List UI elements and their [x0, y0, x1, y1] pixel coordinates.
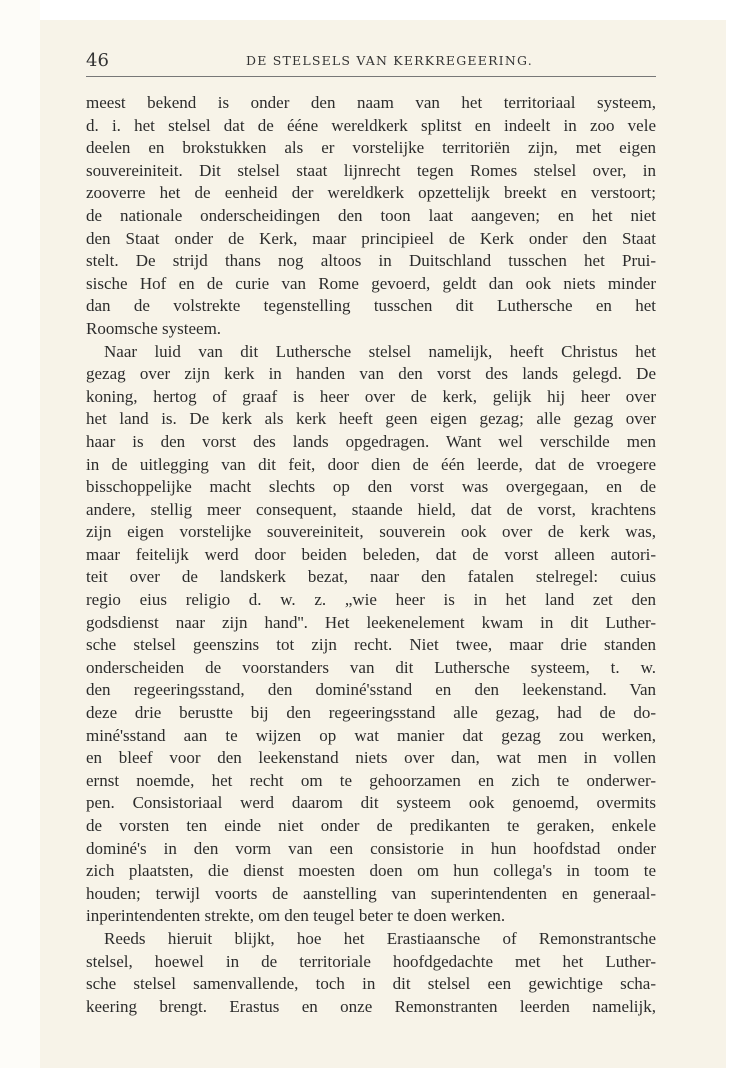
running-title: DE STELSELS VAN KERKREGEERING. [246, 53, 533, 68]
page-number: 46 [86, 50, 109, 71]
text-line: houden; terwijl voorts de aanstelling van superintendenten en generaal- [86, 883, 656, 903]
text-line: sische Hof en de curie van Rome gevoerd, geldt dan ook niets minder [86, 273, 656, 293]
text-line: dominé's in den vorm van een consistorie in hun hoofdstad onder [86, 838, 656, 858]
text-line: d. i. het stelsel dat de ééne wereldkerk splitst en indeelt in zoo vele [86, 115, 656, 135]
text-line: meest bekend is onder den naam van het territoriaal systeem, [86, 93, 656, 112]
text-line: sche stelsel samenvallende, toch in dit stelsel een gewichtige scha- [86, 974, 656, 994]
text-line: deze drie berustte bij den regeeringsstand alle gezag, had de do- [86, 703, 656, 723]
text-line: stelt. De strijd thans nog altoos in Duitschland tusschen het Prui- [86, 251, 656, 271]
text-line: zich plaatsten, die dienst moesten doen om hun collega's in toom te [86, 861, 656, 881]
text-line: Naar luid van dit Luthersche stelsel namelijk, heeft Christus het [104, 341, 656, 361]
text-line: sche stelsel geenszins tot zijn recht. Niet twee, maar drie standen [86, 635, 656, 655]
text-line: Reeds hieruit blijkt, hoe het Erastiaansche of Remonstrantsche [104, 928, 656, 948]
text-line: in de uitlegging van dit feit, door dien de één leerde, dat de vroegere [86, 454, 656, 474]
text-line: en bleef voor den leekenstand niets over dan, wat men in vollen [86, 748, 656, 768]
text-line: regio eius religio d. w. z. „wie heer is in het land zet den [86, 590, 656, 610]
text-line: stelsel, hoewel in de territoriale hoofdgedachte met het Luther- [86, 951, 656, 971]
text-line: ernst noemde, het recht om te gehoorzamen en zich te onderwer- [86, 770, 656, 790]
text-line: de nationale onderscheidingen den toon laat aangeven; en het niet [86, 205, 656, 225]
text-line: koning, hertog of graaf is heer over de kerk, gelijk hij heer over [86, 386, 656, 406]
text-line: de vorsten ten einde niet onder de predikanten te geraken, enkele [86, 816, 656, 835]
text-line: maar feitelijk werd door beiden beleden, dat de vorst alleen autori- [86, 544, 656, 564]
text-line: bisschoppelijke macht slechts op den vorst was overgegaan, en de [86, 477, 656, 497]
text-line: pen. Consistoriaal werd daarom dit systeem ook genoemd, overmits [86, 793, 656, 813]
text-line: keering brengt. Erastus en onze Remonstranten leerden namelijk, [86, 996, 656, 1016]
header-rule [86, 76, 656, 77]
text-line: deelen en brokstukken als er vorstelijke territoriën zijn, met eigen [86, 138, 656, 158]
text-line: het land is. De kerk als kerk heeft geen eigen gezag; alle gezag over [86, 409, 656, 429]
text-line: zijn eigen vorstelijke souvereiniteit, souverein ook over de kerk was, [86, 522, 656, 542]
text-line: teit over de landskerk bezat, naar den fatalen stelregel: cuius [86, 567, 656, 587]
text-line: souvereiniteit. Dit stelsel staat lijnrecht tegen Romes stelsel over, in [86, 160, 656, 180]
text-line: den regeeringsstand, den dominé'sstand en den leekenstand. Van [86, 680, 656, 700]
text-line: andere, stellig meer consequent, staande hield, dat de vorst, krachtens [86, 499, 656, 519]
text-line: Roomsche systeem. [86, 318, 222, 338]
text-line: miné'sstand aan te wijzen op wat manier dat gezag zou werken, [86, 725, 656, 745]
page-header [86, 46, 658, 76]
text-line: haar is den vorst des lands opgedragen. Want wel verschilde men [86, 431, 656, 451]
text-line: gezag over zijn kerk in handen van den vorst des lands gelegd. De [86, 364, 656, 384]
text-line: dan de volstrekte tegenstelling tusschen dit Luthersche en het [86, 296, 656, 316]
body-text [86, 92, 656, 1018]
text-line: onderscheiden de voorstanders van dit Luthersche systeem, t. w. [86, 657, 656, 677]
text-line: godsdienst naar zijn hand''. Het leekenelement kwam in dit Luther- [86, 612, 656, 632]
text-line: zooverre het de eenheid der wereldkerk opzettelijk breekt en verstoort; [86, 183, 656, 203]
page-margin [0, 0, 40, 1068]
text-line: den Staat onder de Kerk, maar principieel de Kerk onder den Staat [86, 228, 656, 248]
text-line: inperintendenten strekte, om den teugel beter te doen werken. [86, 906, 506, 926]
